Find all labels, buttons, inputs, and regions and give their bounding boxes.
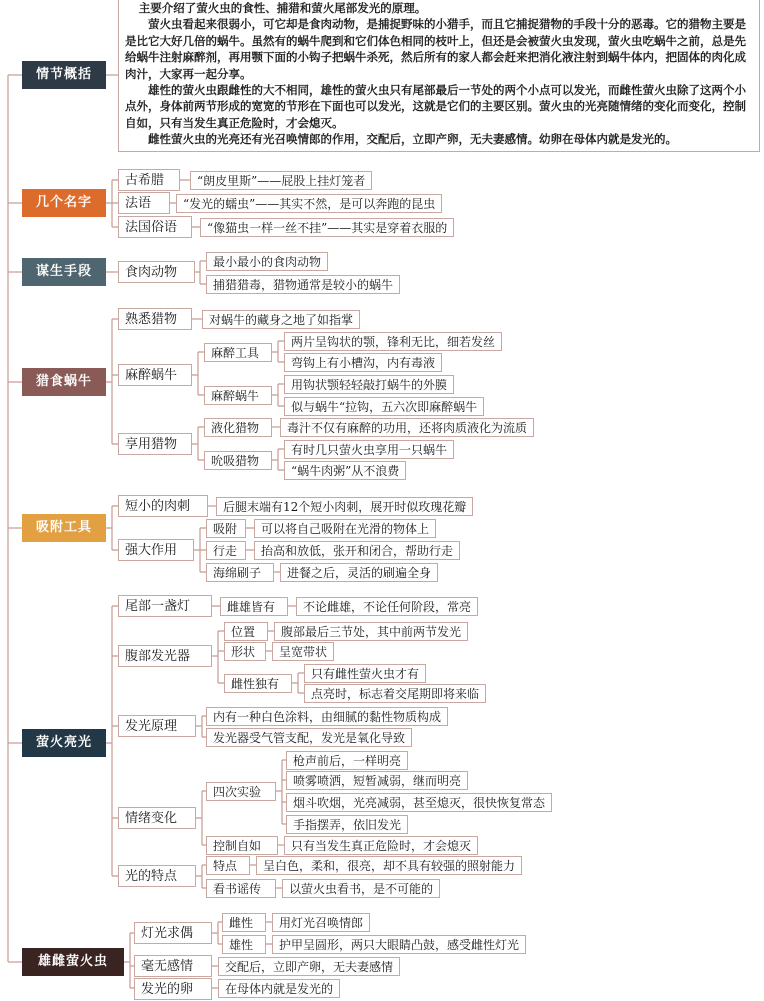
light-tail: 尾部一盏灯 [118, 595, 212, 617]
summary-p1: 萤火虫看起来很弱小，可它却是食肉动物，是捕捉野味的小猎手，而且它捕捉猎物的手段十分的恶毒。它的猎物主要是是比它大好几倍的蜗牛。虽然有的蜗牛爬到和它们体色相同的枝叶上，但还是会被萤火虫发现，萤火虫吃蜗牛之前，总是先给蜗牛注射麻醉剂，再用颚下面的小钩子把蜗牛杀死，然后所有的家人都会赶来把消化液注射到蜗牛体内，把固体的肉化成肉汁，大家再一起分享。 [125, 17, 746, 81]
tools-function: 强大作用 [118, 539, 194, 561]
light-shape: 形状 [224, 642, 266, 661]
category-male-female: 雄雌萤火虫 [22, 948, 124, 976]
mf-lamp: 灯光求偶 [134, 922, 212, 944]
tools-spines: 短小的肉刺 [118, 495, 208, 517]
hunting-tool: 麻醉工具 [204, 343, 272, 362]
hunting-tool-desc-1: 两片呈钩状的颚，锋利无比，细若发丝 [284, 332, 502, 351]
summary-p3: 雌性萤火虫的光亮还有光召唤情郎的作用，交配后，立即产卵，无夫妻感情。幼卵在母体内就是发光的。 [148, 132, 677, 147]
hunting-liquefy: 液化猎物 [204, 418, 272, 437]
light-pos-desc: 腹部最后三节处，其中前两节发光 [274, 622, 468, 641]
hunting-anesthetize: 麻醉蜗牛 [118, 364, 192, 386]
light-exp-desc-1: 枪声前后，一样明亮 [286, 751, 408, 770]
survival-desc-1: 最小最小的食肉动物 [206, 252, 328, 271]
light-control-desc: 只有当发生真正危险时，才会熄灭 [284, 836, 478, 855]
category-tools: 吸附工具 [22, 514, 106, 542]
hunting-know: 熟悉猎物 [118, 308, 192, 330]
name-french-folk-desc: “像猫虫一样一丝不挂”——其实是穿着衣服的 [200, 218, 454, 237]
name-french: 法语 [118, 192, 170, 214]
light-exp-desc-3: 烟斗吹烟，光亮减弱，甚至熄灭，很快恢复常态 [286, 793, 552, 812]
category-light: 萤火亮光 [22, 729, 106, 757]
light-mood: 情绪变化 [118, 807, 196, 829]
light-pos: 位置 [224, 622, 268, 641]
hunting-anes-desc-2: 似与蜗牛“拉钩，五六次即麻醉蜗牛 [284, 397, 484, 416]
mf-lamp-male-desc: 护甲呈圆形，两只大眼睛凸鼓，感受雌性灯光 [272, 935, 526, 954]
survival-desc-2: 捕猎猎毒，猎物通常是较小的蜗牛 [206, 275, 400, 294]
summary-p2: 雄性的萤火虫跟雌性的大不相同，雄性的萤火虫只有尾部最后一节处的两个小点可以发光，而雌性萤火虫除了这两个小点外，身体前两节形成的宽宽的节形在下面也可以发光，这就是它们的主要区别。萤火虫的光亮随情绪的变化而变化，控制自如，只有当发生真正危险时，才会熄灭。 [125, 83, 746, 130]
light-control: 控制自如 [206, 836, 278, 855]
plot-summary [118, 0, 760, 152]
hunting-suck-desc-1: 有时几只萤火虫享用一只蜗牛 [284, 440, 454, 459]
light-trait-1: 特点 [206, 856, 250, 875]
mf-nolove: 毫无感情 [134, 955, 212, 977]
mf-lamp-male: 雄性 [222, 935, 266, 954]
light-tail-both-desc: 不论雌雄，不论任何阶段，常亮 [296, 597, 478, 616]
category-hunting: 猎食蜗牛 [22, 368, 106, 396]
tools-f1-desc: 可以将自己吸附在光滑的物体上 [254, 519, 436, 538]
hunting-liquefy-desc: 毒汁不仅有麻醉的功用，还将肉质液化为流质 [280, 418, 534, 437]
tools-f3-desc: 进餐之后，灵活的刷遍全身 [280, 563, 438, 582]
mf-lamp-female: 雌性 [222, 913, 266, 932]
survival-carnivore: 食肉动物 [118, 261, 195, 283]
light-tail-both: 雌雄皆有 [220, 597, 288, 616]
hunting-anes-desc-1: 用钩状颚轻轻敲打蜗牛的外膜 [284, 375, 454, 394]
light-female: 雌性独有 [224, 674, 292, 693]
name-french-folk: 法国俗语 [118, 216, 192, 238]
category-names: 几个名字 [22, 189, 106, 217]
hunting-suck-desc-2: “蜗牛肉粥”从不浪费 [284, 461, 406, 480]
name-greece: 古希腊 [118, 169, 180, 191]
mf-lamp-female-desc: 用灯光召唤情郎 [272, 913, 370, 932]
light-principle: 发光原理 [118, 715, 196, 737]
light-exp-desc-2: 喷雾喷洒，短暂减弱，继而明亮 [286, 771, 468, 790]
light-principle-desc-2: 发光器受气管支配，发光是氧化导致 [206, 728, 412, 747]
light-experiments: 四次实验 [206, 782, 276, 801]
light-female-desc-1: 只有雌性萤火虫才有 [304, 664, 426, 683]
tools-f2: 行走 [206, 541, 246, 560]
mf-eggs: 发光的卵 [134, 978, 212, 1000]
hunting-suck: 吮吸猎物 [204, 451, 272, 470]
light-trait-2: 看书谣传 [206, 879, 276, 898]
mf-nolove-desc: 交配后，立即产卵，无夫妻感情 [218, 957, 400, 976]
summary-p0: 主要介绍了萤火虫的食性、捕猎和萤火尾部发光的原理。 [138, 1, 427, 15]
light-trait-2-desc: 以萤火虫看书，是不可能的 [282, 879, 440, 898]
tools-f3: 海绵刷子 [206, 563, 274, 582]
mf-eggs-desc: 在母体内就是发光的 [218, 979, 340, 998]
light-exp-desc-4: 手指摆弄，依旧发光 [286, 815, 408, 834]
tools-f2-desc: 抬高和放低，张开和闭合，帮助行走 [254, 541, 460, 560]
category-plot: 情节概括 [22, 61, 106, 89]
light-trait-1-desc: 呈白色，柔和，很亮，却不具有较强的照射能力 [256, 856, 522, 875]
light-traits: 光的特点 [118, 865, 196, 887]
hunting-tool-desc-2: 弯钩上有小槽沟，内有毒液 [284, 353, 442, 372]
category-survival: 谋生手段 [22, 258, 106, 286]
light-shape-desc: 呈宽带状 [272, 642, 334, 661]
light-organ: 腹部发光器 [118, 645, 212, 667]
hunting-anes: 麻醉蜗牛 [204, 386, 272, 405]
light-principle-desc-1: 内有一种白色涂料，由细腻的黏性物质构成 [206, 707, 448, 726]
hunting-enjoy: 享用猎物 [118, 433, 192, 455]
light-female-desc-2: 点亮时，标志着交尾期即将来临 [304, 684, 486, 703]
name-french-desc: “发光的蠕虫”——其实不然，是可以奔跑的昆虫 [176, 194, 442, 213]
tools-f1: 吸附 [206, 519, 246, 538]
tools-spines-desc: 后腿末端有12个短小肉刺，展开时似玫瑰花瓣 [216, 497, 473, 516]
hunting-know-desc: 对蜗牛的藏身之地了如指掌 [202, 310, 360, 329]
name-greece-desc: “朗皮里斯”——屁股上挂灯笼者 [190, 171, 372, 190]
